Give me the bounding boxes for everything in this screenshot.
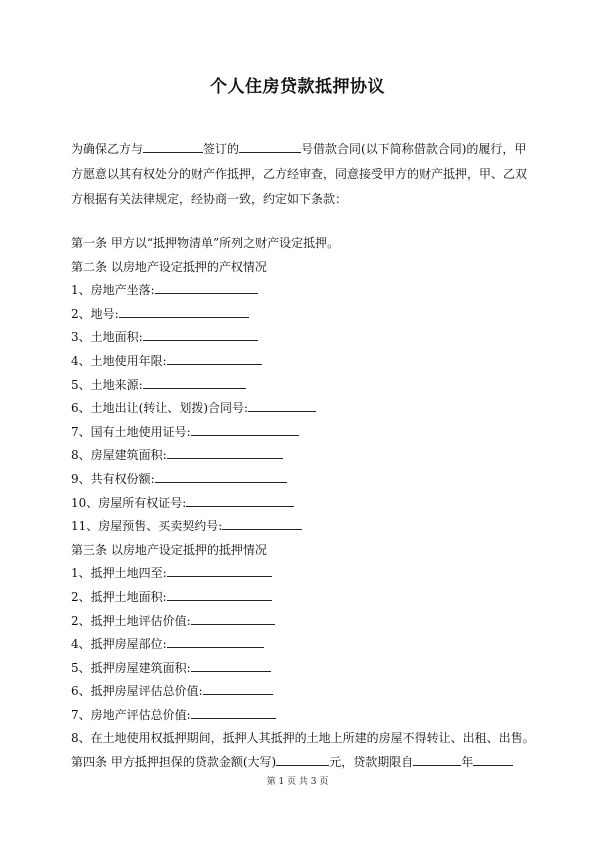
- clause-text: 7、房地产评估总价值:: [71, 707, 191, 722]
- clause-text: 第二条 以房地产设定抵押的产权情况: [71, 259, 267, 274]
- blank-line: [143, 328, 258, 341]
- clause-text: 11、房屋预售、买卖契约号:: [71, 519, 223, 534]
- clause-text: 2、抵押土地面积:: [71, 589, 167, 604]
- intro-line-2: 方愿意以其有权处分的财产作抵押，乙方经审查，同意接受甲方的财产抵押，甲、乙双: [71, 167, 528, 181]
- clause-line: [71, 350, 531, 374]
- clause-text: 10、房屋所有权证号:: [71, 495, 187, 510]
- clause-line: [71, 421, 531, 445]
- intro-text: 号借款合同(以下简称借款合同)的履行，甲: [301, 142, 527, 156]
- clause-text: 8、房屋建筑面积:: [71, 448, 167, 463]
- blank-line: [276, 753, 329, 766]
- blank-line: [119, 305, 249, 318]
- blank-line: [167, 352, 262, 365]
- clause-text: 8、在土地使用权抵押期间，抵押人其抵押的土地上所建的房屋不得转让、出租、出售。: [71, 731, 535, 746]
- clause-text: 元，贷款期限自: [329, 755, 414, 770]
- blank-line: [413, 753, 461, 766]
- intro-line-1: [71, 137, 527, 162]
- clause-text: 3、土地面积:: [71, 330, 143, 345]
- blank-line: [167, 564, 272, 577]
- blank-line: [167, 588, 272, 601]
- blank-line: [203, 682, 273, 695]
- clause-text: 9、共有权份额:: [71, 471, 155, 486]
- clause-text: 5、抵押房屋建筑面积:: [71, 660, 191, 675]
- blank-line: [143, 376, 246, 389]
- blank-line: [155, 281, 258, 294]
- blank-line: [191, 706, 276, 719]
- clause-text: 7、国有土地使用证号:: [71, 424, 191, 439]
- blank-line: [191, 423, 299, 436]
- clause-line: [71, 279, 531, 303]
- clause-line: [71, 468, 531, 492]
- blank-line: [222, 517, 302, 530]
- clause-text: 5、土地来源:: [71, 377, 143, 392]
- clause-list: [71, 232, 535, 775]
- clause-line: [71, 633, 531, 657]
- page-footer: 第 1 页 共 3 页: [266, 777, 329, 787]
- blank-line: [248, 399, 316, 412]
- intro-text: 为确保乙方与: [71, 142, 144, 156]
- blank-line: [155, 470, 287, 483]
- clause-line: [71, 256, 531, 280]
- clause-line: [71, 704, 531, 728]
- clause-line: [71, 515, 531, 539]
- blank-line: [239, 140, 301, 153]
- blank-line: [143, 140, 203, 153]
- clause-text: 第四条 甲方抵押担保的贷款金额(大写): [71, 755, 277, 770]
- clause-line: [71, 586, 531, 610]
- clause-text: 2、抵押土地评估价值:: [71, 613, 191, 628]
- intro-line-3: 方根据有关法律规定，经协商一致，约定如下条款：: [71, 192, 348, 206]
- clause-text: 1、房地产坐落:: [71, 283, 155, 298]
- clause-text: 4、抵押房屋部位:: [71, 637, 167, 652]
- blank-line: [191, 659, 271, 672]
- blank-line: [191, 612, 275, 625]
- clause-text: 1、抵押土地四至:: [71, 566, 167, 581]
- clause-line: [71, 326, 531, 350]
- clause-text: 6、抵押房屋评估总价值:: [71, 684, 203, 699]
- clause-line: [71, 539, 531, 563]
- clause-text: 年: [461, 755, 474, 770]
- clause-line: [71, 680, 531, 704]
- clause-line: [71, 562, 531, 586]
- clause-text: 第三条 以房地产设定抵押的抵押情况: [71, 542, 267, 557]
- clause-line: [71, 444, 531, 468]
- clause-line: [71, 303, 531, 327]
- clause-line: [71, 374, 531, 398]
- clause-line: [71, 610, 531, 634]
- clause-text: 6、土地出让(转让、划拨)合同号:: [71, 401, 249, 416]
- blank-line: [473, 753, 513, 766]
- blank-line: [167, 446, 283, 459]
- clause-line: [71, 492, 531, 516]
- clause-line: [71, 727, 535, 751]
- clause-line: [71, 232, 531, 256]
- clause-line: [71, 657, 531, 681]
- blank-line: [167, 635, 264, 648]
- clause-text: 4、土地使用年限:: [71, 353, 167, 368]
- blank-line: [186, 494, 294, 507]
- clause-line: [71, 751, 531, 775]
- clause-line: [71, 397, 531, 421]
- clause-text: 2、地号:: [71, 306, 119, 321]
- intro-paragraph: [71, 137, 527, 212]
- document-title: 个人住房贷款抵押协议: [210, 77, 385, 97]
- intro-text: 签订的: [203, 142, 240, 156]
- clause-text: 第一条 甲方以“抵押物清单”所列之财产设定抵押。: [71, 236, 340, 250]
